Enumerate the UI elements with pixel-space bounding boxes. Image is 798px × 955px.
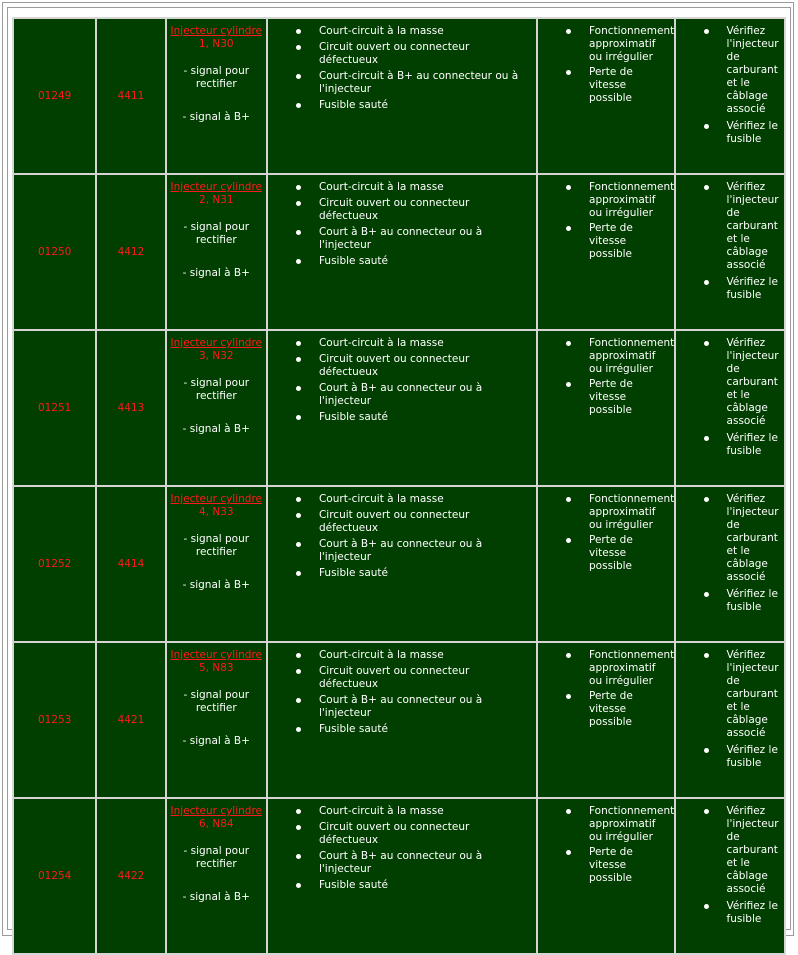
table-row <box>13 330 785 486</box>
effects-cell-list <box>538 493 674 573</box>
fault-id-cell: 4411 <box>96 18 165 174</box>
list-item: Court à B+ au connecteur ou à l'injecteur <box>319 694 528 720</box>
causes-cell <box>267 330 537 486</box>
list-item: Vérifiez le fusible <box>726 900 778 925</box>
causes-cell-list <box>268 181 536 268</box>
list-item: Perte de vitesse possible <box>589 846 668 885</box>
list-item: Court-circuit à la masse <box>319 649 528 662</box>
component-cell <box>166 486 267 642</box>
list-item: Circuit ouvert ou connecteur défectueux <box>319 353 528 379</box>
fault-code-cell: 01249 <box>13 18 96 174</box>
list-item: Vérifiez l'injecteur de carburant et le câblage associé <box>726 493 779 583</box>
component-ref: 3, N32 <box>198 350 234 362</box>
list-item: Perte de vitesse possible <box>589 222 668 261</box>
list-item: Court à B+ au connecteur ou à l'injecteur <box>319 850 528 876</box>
list-item: Court à B+ au connecteur ou à l'injecteur <box>319 538 528 564</box>
table-row <box>13 174 785 330</box>
causes-cell-list <box>268 493 536 580</box>
causes-cell <box>267 642 537 798</box>
fault-id-cell: 4413 <box>96 330 165 486</box>
component-link[interactable]: Injecteur cylindre <box>170 649 263 661</box>
remedies-cell-list <box>676 493 784 614</box>
list-item: Vérifiez le fusible <box>726 432 778 457</box>
effects-cell-list <box>538 181 674 261</box>
list-item: Perte de vitesse possible <box>589 66 668 105</box>
table-body <box>13 18 785 954</box>
table-row <box>13 18 785 174</box>
effects-cell <box>537 174 675 330</box>
remedies-cell-list <box>676 649 784 770</box>
table-row <box>13 486 785 642</box>
list-item: Perte de vitesse possible <box>589 690 668 729</box>
list-item: Fonctionnement approximatif ou irrégulier <box>589 337 675 375</box>
signal-rectify-text: - signal pour rectifier <box>183 65 250 90</box>
list-item: Vérifiez le fusible <box>726 744 778 769</box>
remedies-cell-list <box>676 337 784 458</box>
list-item: Vérifiez le fusible <box>726 120 778 145</box>
list-item: Court-circuit à la masse <box>319 337 528 350</box>
list-item: Vérifiez le fusible <box>726 276 778 301</box>
component-link[interactable]: Injecteur cylindre <box>170 805 263 817</box>
component-cell <box>166 330 267 486</box>
causes-cell-list <box>268 805 536 892</box>
list-item: Court-circuit à la masse <box>319 805 528 818</box>
list-item: Fusible sauté <box>319 411 528 424</box>
list-item: Vérifiez l'injecteur de carburant et le câblage associé <box>726 649 779 739</box>
list-item: Court à B+ au connecteur ou à l'injecteur <box>319 226 528 252</box>
signal-bplus-text: - signal à B+ <box>182 267 250 279</box>
signal-bplus-text: - signal à B+ <box>182 111 250 123</box>
list-item: Circuit ouvert ou connecteur défectueux <box>319 665 528 691</box>
list-item: Vérifiez l'injecteur de carburant et le câblage associé <box>726 337 779 427</box>
table-row <box>13 798 785 954</box>
component-ref: 4, N33 <box>198 506 234 518</box>
list-item: Circuit ouvert ou connecteur défectueux <box>319 821 528 847</box>
fault-id-cell: 4422 <box>96 798 165 954</box>
list-item: Perte de vitesse possible <box>589 378 668 417</box>
remedies-cell <box>675 330 785 486</box>
list-item: Court-circuit à B+ au connecteur ou à l'injecteur <box>319 70 528 96</box>
causes-cell-list <box>268 337 536 424</box>
remedies-cell <box>675 18 785 174</box>
list-item: Court-circuit à la masse <box>319 493 528 506</box>
causes-cell <box>267 486 537 642</box>
remedies-cell-list <box>676 25 784 146</box>
list-item: Fonctionnement approximatif ou irrégulier <box>589 25 675 63</box>
effects-cell <box>537 486 675 642</box>
list-item: Fonctionnement approximatif ou irrégulier <box>589 805 675 843</box>
component-ref: 1, N30 <box>198 38 234 50</box>
effects-cell-list <box>538 337 674 417</box>
effects-cell <box>537 18 675 174</box>
fault-code-cell: 01250 <box>13 174 96 330</box>
remedies-cell <box>675 174 785 330</box>
list-item: Perte de vitesse possible <box>589 534 668 573</box>
list-item: Fusible sauté <box>319 879 528 892</box>
fault-id-cell: 4412 <box>96 174 165 330</box>
list-item: Fonctionnement approximatif ou irrégulier <box>589 181 675 219</box>
remedies-cell-list <box>676 805 784 926</box>
signal-bplus-text: - signal à B+ <box>182 891 250 903</box>
fault-code-cell: 01251 <box>13 330 96 486</box>
signal-bplus-text: - signal à B+ <box>182 735 250 747</box>
causes-cell <box>267 18 537 174</box>
signal-rectify-text: - signal pour rectifier <box>183 845 250 870</box>
causes-cell <box>267 174 537 330</box>
list-item: Court-circuit à la masse <box>319 181 528 194</box>
remedies-cell <box>675 642 785 798</box>
component-cell <box>166 798 267 954</box>
fault-code-cell: 01254 <box>13 798 96 954</box>
component-ref: 2, N31 <box>198 194 234 206</box>
remedies-cell <box>675 486 785 642</box>
effects-cell-list <box>538 25 674 105</box>
list-item: Vérifiez le fusible <box>726 588 778 613</box>
fault-id-cell: 4414 <box>96 486 165 642</box>
list-item: Fusible sauté <box>319 567 528 580</box>
effects-cell-list <box>538 805 674 885</box>
component-ref: 5, N83 <box>198 662 234 674</box>
component-cell <box>166 18 267 174</box>
causes-cell-list <box>268 649 536 736</box>
list-item: Fonctionnement approximatif ou irrégulier <box>589 649 675 687</box>
list-item: Circuit ouvert ou connecteur défectueux <box>319 197 528 223</box>
list-item: Vérifiez l'injecteur de carburant et le câblage associé <box>726 805 779 895</box>
signal-rectify-text: - signal pour rectifier <box>183 377 250 402</box>
causes-cell-list <box>268 25 536 112</box>
component-link[interactable]: Injecteur cylindre <box>170 25 263 37</box>
component-link[interactable]: Injecteur cylindre <box>170 181 263 193</box>
signal-rectify-text: - signal pour rectifier <box>183 221 250 246</box>
effects-cell <box>537 330 675 486</box>
component-cell <box>166 642 267 798</box>
component-ref: 6, N84 <box>198 818 234 830</box>
remedies-cell <box>675 798 785 954</box>
signal-rectify-text: - signal pour rectifier <box>183 533 250 558</box>
fault-code-table <box>12 17 786 955</box>
component-link[interactable]: Injecteur cylindre <box>170 493 263 505</box>
list-item: Vérifiez l'injecteur de carburant et le câblage associé <box>726 25 779 115</box>
list-item: Court-circuit à la masse <box>319 25 528 38</box>
list-item: Vérifiez l'injecteur de carburant et le câblage associé <box>726 181 779 271</box>
list-item: Court à B+ au connecteur ou à l'injecteur <box>319 382 528 408</box>
causes-cell <box>267 798 537 954</box>
table-row <box>13 642 785 798</box>
list-item: Fusible sauté <box>319 255 528 268</box>
effects-cell <box>537 798 675 954</box>
list-item: Fusible sauté <box>319 99 528 112</box>
signal-rectify-text: - signal pour rectifier <box>183 689 250 714</box>
list-item: Circuit ouvert ou connecteur défectueux <box>319 41 528 67</box>
list-item: Fonctionnement approximatif ou irrégulier <box>589 493 675 531</box>
fault-code-cell: 01252 <box>13 486 96 642</box>
effects-cell <box>537 642 675 798</box>
list-item: Circuit ouvert ou connecteur défectueux <box>319 509 528 535</box>
fault-code-cell: 01253 <box>13 642 96 798</box>
list-item: Fusible sauté <box>319 723 528 736</box>
component-cell <box>166 174 267 330</box>
signal-bplus-text: - signal à B+ <box>182 423 250 435</box>
effects-cell-list <box>538 649 674 729</box>
signal-bplus-text: - signal à B+ <box>182 579 250 591</box>
remedies-cell-list <box>676 181 784 302</box>
fault-id-cell: 4421 <box>96 642 165 798</box>
component-link[interactable]: Injecteur cylindre <box>170 337 263 349</box>
